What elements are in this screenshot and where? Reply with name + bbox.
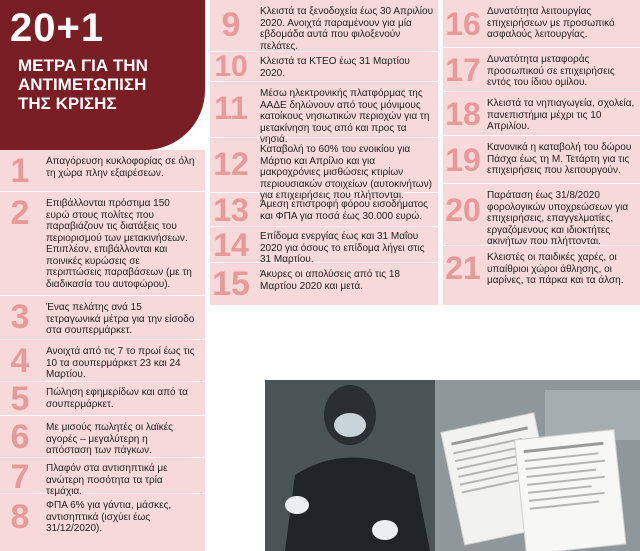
measure-number: 17: [445, 52, 481, 88]
measure-text: Επίδομα ενεργίας έως και 31 Μαΐου 2020 για όσους το επίδομα λήγει στις 31 Μαρτίου.: [260, 231, 425, 265]
header-subtitle-line: ΤΗΣ ΚΡΙΣΗΣ: [18, 94, 117, 113]
measure-item: [443, 136, 640, 184]
measure-text: Παράταση έως 31/8/2020 φορολογικών υποχρεώσεων για επιχειρήσεις, επαγγελματίες, εργαζόμενους και ιδιοκτήτες ακινήτων που πλήττονται.: [487, 190, 629, 247]
header-subtitle: [18, 56, 198, 113]
measure-number: 5: [10, 380, 30, 418]
measure-text: Κλειστά τα ΚΤΕΟ έως 31 Μαρτίου 2020.: [260, 56, 410, 79]
measure-number: 1: [10, 152, 30, 190]
measure-number: 6: [10, 418, 30, 456]
measure-item: [443, 184, 640, 246]
measure-text: Απαγόρευση κυκλοφορίας σε όλη τη χώρα πλην εξαιρέσεων.: [46, 156, 195, 179]
measure-number: 4: [10, 342, 30, 380]
measure-text: Πλαφόν στα αντισηπτικά με ανώτερη ποσότητα τα τρία τεμάχια.: [46, 463, 168, 497]
measure-text: Με μισούς πωλητές οι λαϊκές αγορές – μεγαλύτερη η απόσταση των πάγκων.: [46, 422, 173, 456]
measures-column-3: [443, 0, 640, 305]
measure-item: [443, 246, 640, 305]
measure-item: [0, 416, 205, 458]
measure-text: Δυνατότητα λειτουργίας επιχειρήσεων με προσωπικό ασφαλούς λειτουργίας.: [487, 6, 615, 40]
measure-item: [210, 138, 438, 201]
header-title: 20+1: [10, 6, 105, 50]
measure-text: Άκυρες οι απολύσεις από τις 18 Μαρτίου 2020 και μετά.: [260, 269, 400, 292]
measure-number: 13: [213, 192, 249, 228]
measure-text: Ανοιχτά από τις 7 το πρωί έως τις 10 τα σουπερμάρκετ 23 και 24 Μαρτίου.: [46, 346, 195, 380]
measure-number: 3: [10, 298, 30, 336]
header-banner: [0, 0, 205, 150]
news-photo: [265, 380, 640, 551]
measure-number: 2: [10, 194, 30, 232]
measure-number: 12: [213, 146, 249, 182]
measure-number: 7: [10, 458, 30, 496]
measure-text: Άμεση επιστροφή φόρου εισοδήματος και ΦΠΑ για ποσά έως 30.000 ευρώ.: [260, 199, 428, 222]
measure-item: [0, 382, 205, 416]
measure-text: Πώληση εφημερίδων και από τα σουπερμάρκετ.: [46, 387, 188, 410]
measure-text: Ένας πελάτης ανά 15 τετραγωνικά μέτρα για την είσοδο στα σουπερμάρκετ.: [46, 302, 195, 336]
measure-item: [0, 296, 205, 340]
measure-item: [0, 494, 205, 551]
measure-number: 9: [221, 6, 241, 44]
measure-number: 10: [214, 50, 248, 83]
measure-number: 21: [445, 250, 481, 286]
measure-text: Κλειστά τα ξενοδοχεία έως 30 Απριλίου 2020. Ανοιχτά παραμένουν για μία εβδομάδα αυτά που φιλοξενούν πελάτες.: [260, 6, 434, 52]
measure-number: 8: [10, 498, 30, 536]
measure-number: 18: [445, 96, 481, 132]
header-subtitle-line: ΜΕΤΡΑ ΓΙΑ ΤΗΝ: [18, 56, 148, 75]
measure-item: [0, 192, 205, 296]
measure-item: [0, 458, 205, 497]
measure-text: Καταβολή το 60% του ενοικίου για Μάρτιο και Απρίλιο και για μακροχρόνιες μισθώσεις κτιρίων περιουσιακών στοιχείων (αυτοκινήτων) για επιχειρήσεις που πλήττονται.: [260, 144, 432, 201]
measure-item: [210, 193, 438, 227]
photo-illustration: [265, 380, 640, 551]
measure-number: 16: [445, 6, 481, 42]
measure-item: [210, 52, 438, 82]
measure-text: Κλειστά τα νηπιαγωγεία, σχολεία, πανεπιστήμια μέχρι τις 10 Απριλίου.: [487, 98, 635, 132]
measure-number: 11: [214, 90, 248, 126]
measure-number: 14: [213, 227, 249, 263]
measure-item: [210, 0, 438, 52]
measure-number: 20: [445, 192, 481, 228]
measure-number: 19: [445, 142, 481, 178]
measure-text: Δυνατότητα μεταφοράς προσωπικού σε επιχειρήσεις εντός του ίδιου ομίλου.: [487, 54, 615, 88]
measure-text: Κανονικά η καταβολή του δώρου Πάσχα έως τη Μ. Τετάρτη για τις επιχειρήσεις που λειτουργούν.: [487, 142, 632, 176]
measure-text: Μέσω ηλεκτρονικής πλατφόρμας της ΑΑΔΕ δηλώνουν από τους μόνιμους κατοίκους νησιωτικών περιοχών για τη μετακίνηση τους από και προς τα νησιά.: [260, 88, 430, 145]
header-subtitle-line: ΑΝΤΙΜΕΤΩΠΙΣΗ: [18, 75, 147, 94]
measures-column-2: [210, 0, 438, 305]
measure-item: [210, 227, 438, 263]
measure-item: [443, 0, 640, 48]
measure-item: [443, 92, 640, 136]
measures-column-1: [0, 150, 205, 551]
measure-text: Κλειστές οι παιδικές χαρές, οι υπαίθριοι χώροι άθλησης, οι μαρίνες, τα πάρκα και τα άλση.: [487, 252, 624, 286]
measure-item: [0, 340, 205, 382]
measure-text: ΦΠΑ 6% για γάντια, μάσκες, αντισηπτικά (ισχύει έως 31/12/2020).: [46, 500, 172, 534]
measure-item: [443, 48, 640, 92]
measure-text: Επιβάλλονται πρόστιμα 150 ευρώ στους πολίτες που παραβιάζουν τις διατάξεις του περιορισμού των μετακινήσεων. Επιπλέον, επιβάλλονται και ποινικές κυρώσεις σε περιπτώσεις παραβάσεων (με τη διαδικασία του αυτοφώρου).: [46, 198, 192, 290]
measure-item: [210, 82, 438, 145]
measure-item: [210, 263, 438, 305]
measure-item: [0, 150, 205, 192]
measure-number: 15: [212, 265, 250, 303]
